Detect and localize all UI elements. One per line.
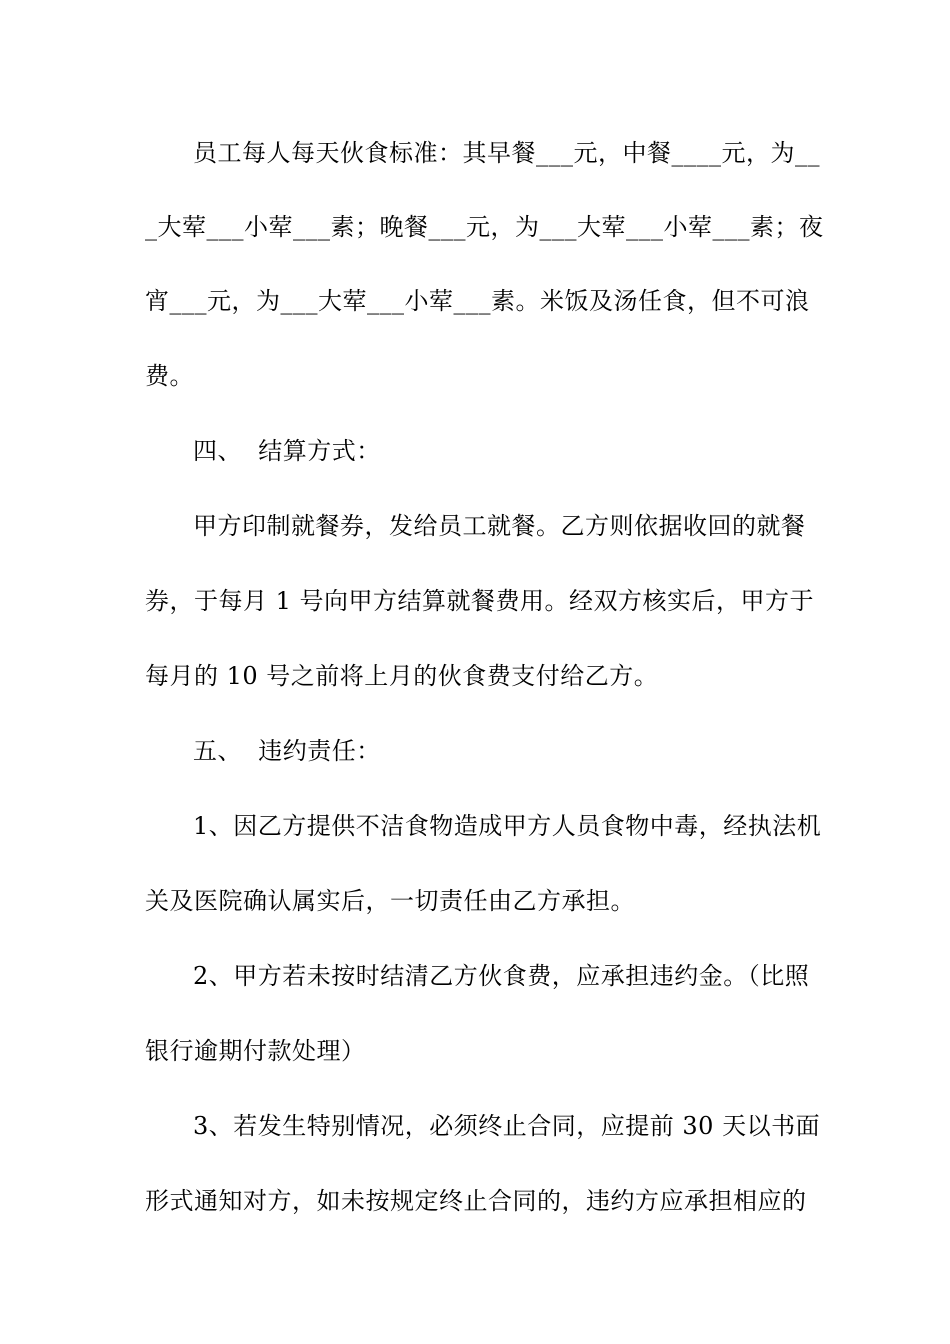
paragraph-meal-standard-line-1: 员工每人每天伙食标准：其早餐___元，中餐____元，为__ (193, 139, 820, 167)
paragraph-meal-standard-line-4: 费。 (145, 362, 194, 390)
paragraph-settlement-line-1: 甲方印制就餐券，发给员工就餐。乙方则依据收回的就餐 (193, 512, 806, 540)
clause-1-line-2: 关及医院确认属实后，一切责任由乙方承担。 (145, 887, 635, 915)
paragraph-settlement-line-2: 券，于每月 1 号向甲方结算就餐费用。经双方核实后，甲方于 (145, 587, 815, 615)
clause-3-line-2: 形式通知对方，如未按规定终止合同的，违约方应承担相应的 (145, 1187, 807, 1215)
paragraph-meal-standard-line-2: _大荤___小荤___素；晚餐___元，为___大荤___小荤___素；夜 (145, 213, 824, 241)
clause-2-line-1: 2、甲方若未按时结清乙方伙食费，应承担违约金。（比照 (193, 962, 810, 990)
section-heading-settlement: 四、 结算方式： (193, 437, 381, 465)
clause-2-line-2: 银行逾期付款处理） (145, 1037, 366, 1065)
paragraph-meal-standard-line-3: 宵___元，为___大荤___小荤___素。米饭及汤任食，但不可浪 (145, 287, 810, 315)
paragraph-settlement-line-3: 每月的 10 号之前将上月的伙食费支付给乙方。 (145, 662, 659, 690)
section-heading-liability: 五、 违约责任： (193, 737, 381, 765)
clause-1-line-1: 1、因乙方提供不洁食物造成甲方人员食物中毒，经执法机 (193, 812, 822, 840)
clause-3-line-1: 3、若发生特别情况，必须终止合同，应提前 30 天以书面 (193, 1112, 821, 1140)
